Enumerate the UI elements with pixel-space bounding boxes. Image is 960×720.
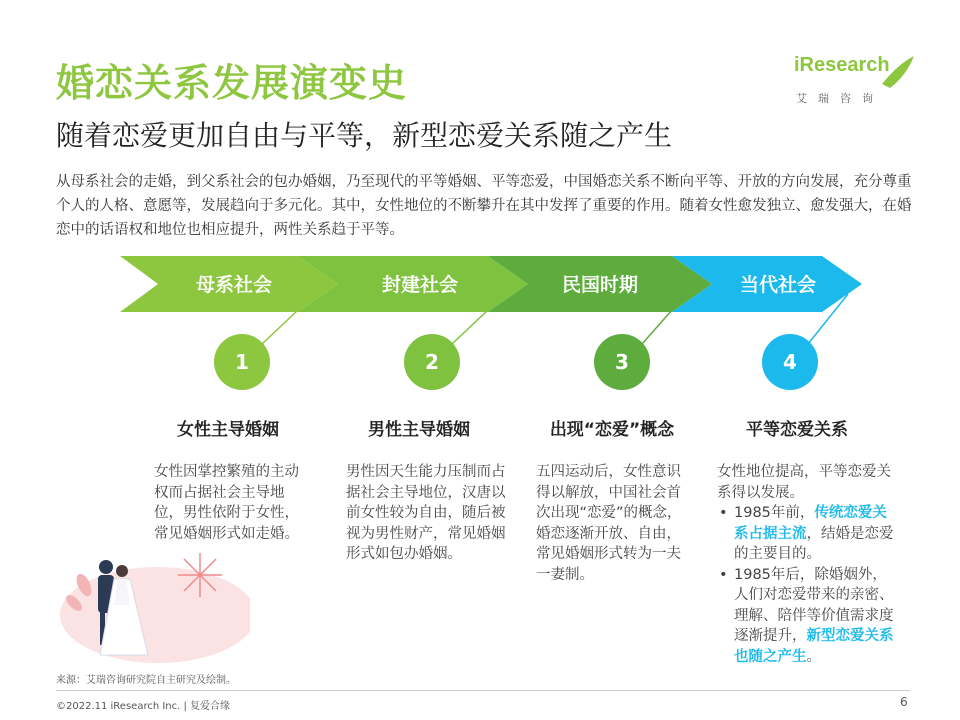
wedding-couple-illustration	[50, 545, 250, 665]
era-label-1: 母系社会	[195, 274, 272, 296]
stage-heading-2: 男性主导婚姻	[368, 420, 470, 440]
era-label-4: 当代社会	[739, 274, 816, 296]
connector-line-2	[452, 310, 488, 344]
stage-number-1: 1	[214, 334, 270, 390]
connector-line-3	[642, 310, 672, 344]
bullet-2-text: 1985年后，除婚姻外，人们对恋爱带来的亲密、理解、陪伴等价值需求度逐渐提升，	[734, 566, 894, 644]
stage-body-3: 五四运动后，女性意识得以解放，中国社会首次出现“恋爱”的概念，婚恋逐渐开放、自由，常见婚姻形式转为一夫一妻制。	[536, 464, 682, 583]
stage-body-2: 男性因天生能力压制而占据社会主导地位，汉唐以前女性较为自由，随后被视为男性财产，常见婚姻形式如包办婚姻。	[346, 464, 506, 562]
copyright-text: ©2022.11 iResearch Inc. | 复爱合缘	[56, 701, 231, 712]
logo-wordmark: iResearch	[794, 54, 890, 76]
bullet-2-highlight: 新型恋爱关系也随之产生	[734, 628, 894, 665]
bullet-2-tail: 。	[806, 648, 821, 665]
source-note: 来源：艾瑞咨询研究院自主研究及绘制。	[56, 675, 236, 686]
bullet-1-highlight: 传统恋爱关系占据主流	[734, 505, 887, 542]
stage-body-4	[717, 462, 899, 667]
stage-number-4: 4	[762, 334, 818, 390]
footer-divider	[56, 690, 910, 691]
firework-icon	[178, 553, 222, 597]
stage-heading-4: 平等恋爱关系	[746, 420, 848, 440]
stage-heading-3: 出现“恋爱”概念	[549, 420, 675, 440]
stage-number-3: 3	[594, 334, 650, 390]
page-subtitle: 随着恋爱更加自由与平等，新型恋爱关系随之产生	[56, 119, 673, 152]
stage-4-bullet-2	[717, 565, 899, 668]
bullet-1-text: 1985年前，	[734, 505, 815, 521]
stage-body-4-intro: 女性地位提高，平等恋爱关系得以发展。	[717, 464, 891, 501]
intro-paragraph: 从母系社会的走婚，到父系社会的包办婚姻，乃至现代的平等婚姻、平等恋爱，中国婚恋关系不断向平等、开放的方向发展，充分尊重个人的人格、意愿等，发展趋向于多元化。其中，女性地位的不断攀升在其中发挥了重要的作用。随着女性愈发独立、愈发强大，在婚恋中的话语权和地位也相应提升，两性关系趋于平等。	[56, 174, 912, 238]
stage-number-2: 2	[404, 334, 460, 390]
page-title: 婚恋关系发展演变史	[56, 61, 408, 105]
era-label-2: 封建社会	[381, 274, 458, 296]
stage-4-bullet-list	[717, 503, 899, 667]
stage-4-bullet-1	[717, 503, 899, 565]
logo-tagline: 艾瑞咨询	[796, 92, 884, 105]
stage-body-1: 女性因掌控繁殖的主动权而占据社会主导地位，男性依附于女性，常见婚姻形式如走婚。	[154, 464, 299, 542]
bullet-1-tail: ，结婚是恋爱的主要目的。	[734, 525, 894, 562]
stage-heading-1: 女性主导婚姻	[177, 420, 279, 440]
era-label-3: 民国时期	[561, 274, 638, 296]
page-number: 6	[900, 695, 908, 709]
connector-line-1	[262, 310, 298, 344]
